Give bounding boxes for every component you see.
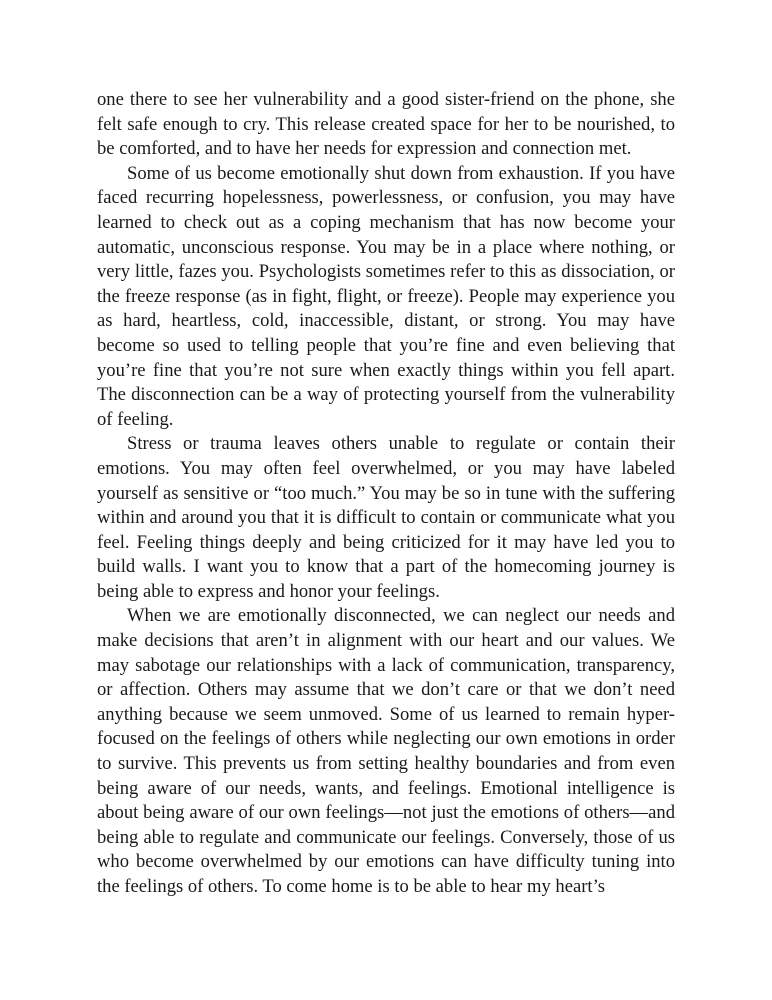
paragraph-disconnection: When we are emotionally disconnected, we can neglect our needs and make decisions that aren’t in alignment with our heart and our values. We may sabotage our relationships with a lack of communication, transparency, or affection. Others may assume that we don’t care or that we don’t need anything because we seem unmoved. Some of us learned to remain hyper-focused on the feelings of others while neglecting our own emotions in order to survive. This prevents us from setting healthy boundaries and from even being aware of our needs, wants, and feelings. Emotional intelligence is about being aware of our own feelings—not just the emotions of others—and being able to regulate and communicate our feelings. Conversely, those of us who become overwhelmed by our emotions can have difficulty tuning into the feelings of others. To come home is to be able to hear my heart’s — [97, 605, 675, 897]
book-page-body — [97, 88, 675, 900]
paragraph-overwhelm: Stress or trauma leaves others unable to regulate or contain their emotions. You may often feel overwhelmed, or you may have labeled yourself as sensitive or “too much.” You may be so in tune with the suffering within and around you that it is difficult to contain or communicate what you feel. Feeling things deeply and being criticized for it may have led you to build walls. I want you to know that a part of the homecoming journey is being able to express and honor your feelings. — [97, 433, 675, 602]
paragraph-emotional-shutdown: Some of us become emotionally shut down from exhaustion. If you have faced recurring hopelessness, powerlessness, or confusion, you may have learned to check out as a coping mechanism that has now become your automatic, unconscious response. You may be in a place where nothing, or very little, fazes you. Psychologists sometimes refer to this as dissociation, or the freeze response (as in fight, flight, or freeze). People may experience you as hard, heartless, cold, inaccessible, distant, or strong. You may have become so used to telling people that you’re fine and even believing that you’re fine that you’re not sure when exactly things within you fell apart. The disconnection can be a way of protecting yourself from the vulnerability of feeling. — [97, 162, 675, 430]
paragraph-continued: one there to see her vulnerability and a good sister-friend on the phone, she felt safe enough to cry. This release created space for her to be nourished, to be comforted, and to have her needs for expression and connection met. — [97, 89, 675, 160]
